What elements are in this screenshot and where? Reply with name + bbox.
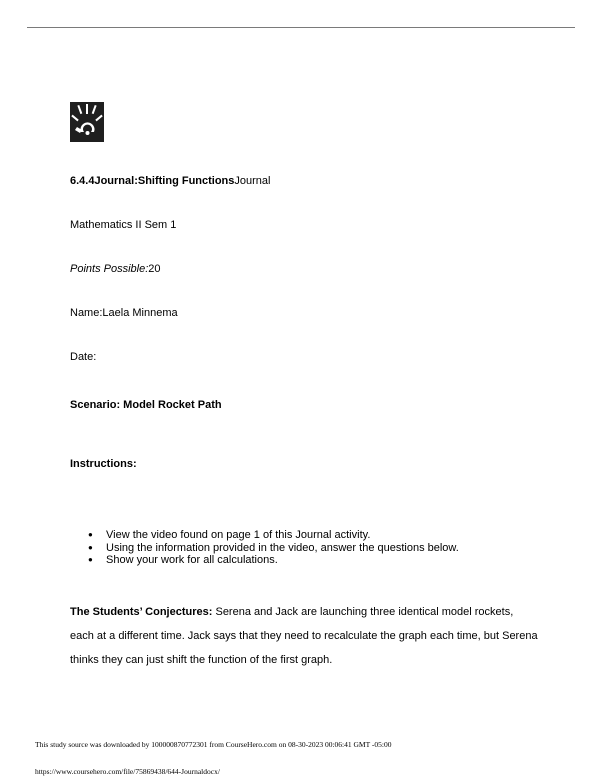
conjectures-line-3: thinks they can just shift the function of the first graph. (70, 654, 333, 666)
conjectures-paragraph (70, 600, 540, 672)
list-item: ● Show your work for all calculations. (70, 554, 459, 567)
course-name: Mathematics II Sem 1 (70, 219, 177, 231)
source-url[interactable]: https://www.coursehero.com/file/75869438/644-Journaldocx/ (35, 767, 220, 776)
student-name: Name:Laela Minnema (70, 307, 178, 319)
conjectures-label: The Students’ Conjectures: (70, 606, 213, 618)
instructions-heading: Instructions: (70, 458, 137, 470)
conjectures-line1-text: Serena and Jack are launching three identical model rockets, (212, 606, 514, 618)
journal-title-suffix: Journal (234, 175, 271, 187)
date-line: Date: (70, 351, 97, 363)
conjectures-line-2: each at a different time. Jack says that they need to recalculate the graph each time, but Serena (70, 630, 538, 642)
download-note: This study source was downloaded by 100000870772301 from CourseHero.com on 08-30-2023 00:06:41 GMT -05:00 (35, 740, 392, 749)
points-value: 20 (148, 263, 161, 275)
conjectures-line-1 (70, 600, 540, 624)
points-label: Points Possible: (70, 263, 149, 275)
journal-title (70, 175, 270, 188)
list-item: ● View the video found on page 1 of this Journal activity. (70, 529, 459, 542)
instructions-list (70, 529, 459, 567)
header-rule (27, 27, 575, 28)
journal-title-bold: 6.4.4Journal:Shifting Functions (70, 175, 235, 187)
list-item: ● Using the information provided in the video, answer the questions below. (70, 542, 459, 555)
coursehero-logo-icon (70, 102, 104, 142)
points-possible (70, 263, 161, 276)
scenario-heading: Scenario: Model Rocket Path (70, 399, 222, 411)
